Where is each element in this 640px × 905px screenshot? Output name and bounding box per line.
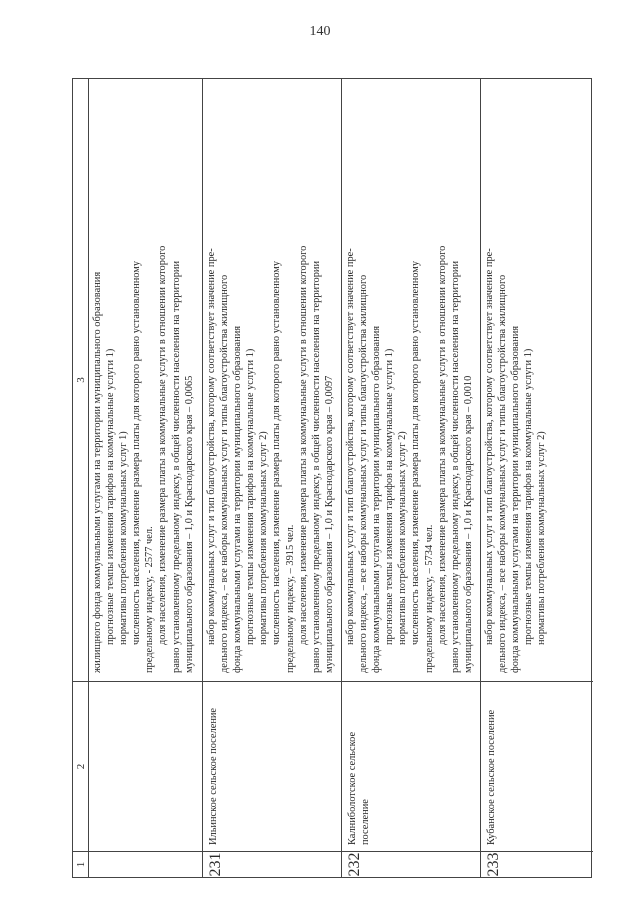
detail-line: фонда коммунальными услугами на территории муниципального образования — [510, 325, 522, 673]
detail-line: предельному индексу, – 5734 чел. — [423, 524, 435, 673]
header-col-3: 3 — [75, 377, 87, 383]
detail-line: численность населения, изменение размера платы для которого равно установленному — [131, 260, 143, 645]
table-row — [342, 79, 481, 877]
detail-line: равно установленному предельному индексу, в общей численности населения на территории — [170, 260, 182, 673]
detail-line: прогнозные темпы изменения тарифов на коммунальные услуги 1) — [523, 348, 535, 645]
page-number: 140 — [309, 24, 331, 39]
detail-line: муниципального образования – 1,0 и Краснодарского края – 0,0097 — [323, 375, 335, 673]
row-number: 231 — [203, 851, 341, 877]
detail-line: нормативы потребления коммунальных услуг 2) — [258, 431, 270, 645]
row-number: 233 — [481, 851, 593, 877]
detail-line: предельному индексу, – 3915 чел. — [284, 524, 296, 673]
row-details — [203, 79, 341, 681]
row-number — [89, 851, 202, 877]
detail-line: дельного индекса, – все наборы коммунальных услуг и типы благоустройства жилищного — [497, 274, 509, 673]
table-header-row — [73, 79, 89, 877]
detail-line: прогнозные темпы изменения тарифов на коммунальные услуги 1) — [245, 348, 257, 645]
detail-line: дельного индекса, – все наборы коммунальных услуг и типы благоустройства жилищного — [219, 274, 231, 673]
row-details — [342, 79, 480, 681]
detail-line: фонда коммунальными услугами на территории муниципального образования — [232, 325, 244, 673]
detail-line: набор коммунальных услуг и тип благоустройства, которому соответствует значение пре- — [345, 248, 356, 645]
detail-line: нормативы потребления коммунальных услуг 2) — [397, 431, 409, 645]
detail-line: жилищного фонда коммунальными услугами на территории муниципального образования — [92, 271, 103, 673]
detail-line: нормативы потребления коммунальных услуг 2) — [536, 431, 548, 645]
detail-line: численность населения, изменение размера платы для которого равно установленному — [271, 260, 283, 645]
row-details — [89, 79, 202, 681]
detail-line: муниципального образования – 1,0 и Краснодарского края – 0,0010 — [462, 375, 474, 673]
detail-line: дельного индекса, – все наборы коммунальных услуг и типы благоустройства жилищного — [358, 274, 370, 673]
detail-line: фонда коммунальными услугами на территории муниципального образования — [371, 325, 383, 673]
detail-line: предельному индексу, - 2577 чел. — [144, 526, 156, 673]
row-number: 232 — [342, 851, 480, 877]
detail-line: нормативы потребления коммунальных услуг 1) — [118, 431, 130, 645]
detail-line: прогнозные темпы изменения тарифов на коммунальные услуги 1) — [384, 348, 396, 645]
detail-line: доля населения, изменение размера платы за коммунальные услуги в отношении которого — [297, 245, 309, 645]
row-details — [481, 79, 593, 681]
rotated-table-stage — [72, 78, 592, 878]
detail-line: набор коммунальных услуг и тип благоустройства, которому соответствует значение пре- — [206, 248, 217, 645]
detail-line: набор коммунальных услуг и тип благоустройства, которому соответствует значение пре- — [484, 248, 495, 645]
settlement-name: Кубанское сельское поселение — [481, 681, 593, 851]
table-row — [203, 79, 342, 877]
municipal-tariff-table — [72, 78, 592, 878]
detail-line: равно установленному предельному индексу, в общей численности населения на территории — [310, 260, 322, 673]
detail-line: доля населения, изменение размера платы за коммунальные услуги в отношении которого — [436, 245, 448, 645]
header-col-1: 1 — [73, 851, 88, 877]
settlement-name: Калниболотское сельское поселение — [342, 681, 480, 851]
settlement-name — [89, 681, 202, 851]
detail-line: муниципального образования – 1,0 и Краснодарского края – 0,0065 — [183, 375, 195, 673]
detail-line: численность населения, изменение размера платы для которого равно установленному — [410, 260, 422, 645]
detail-line: равно установленному предельному индексу, в общей численности населения на территории — [449, 260, 461, 673]
table-row — [481, 79, 593, 877]
detail-line: прогнозные темпы изменения тарифов на коммунальные услуги 1) — [105, 348, 117, 645]
settlement-name: Ильинское сельское поселение — [203, 681, 341, 851]
table-row — [89, 79, 203, 877]
header-col-2: 2 — [73, 681, 88, 851]
detail-line: доля населения, изменение размера платы за коммунальные услуги в отношении которого — [157, 245, 169, 645]
